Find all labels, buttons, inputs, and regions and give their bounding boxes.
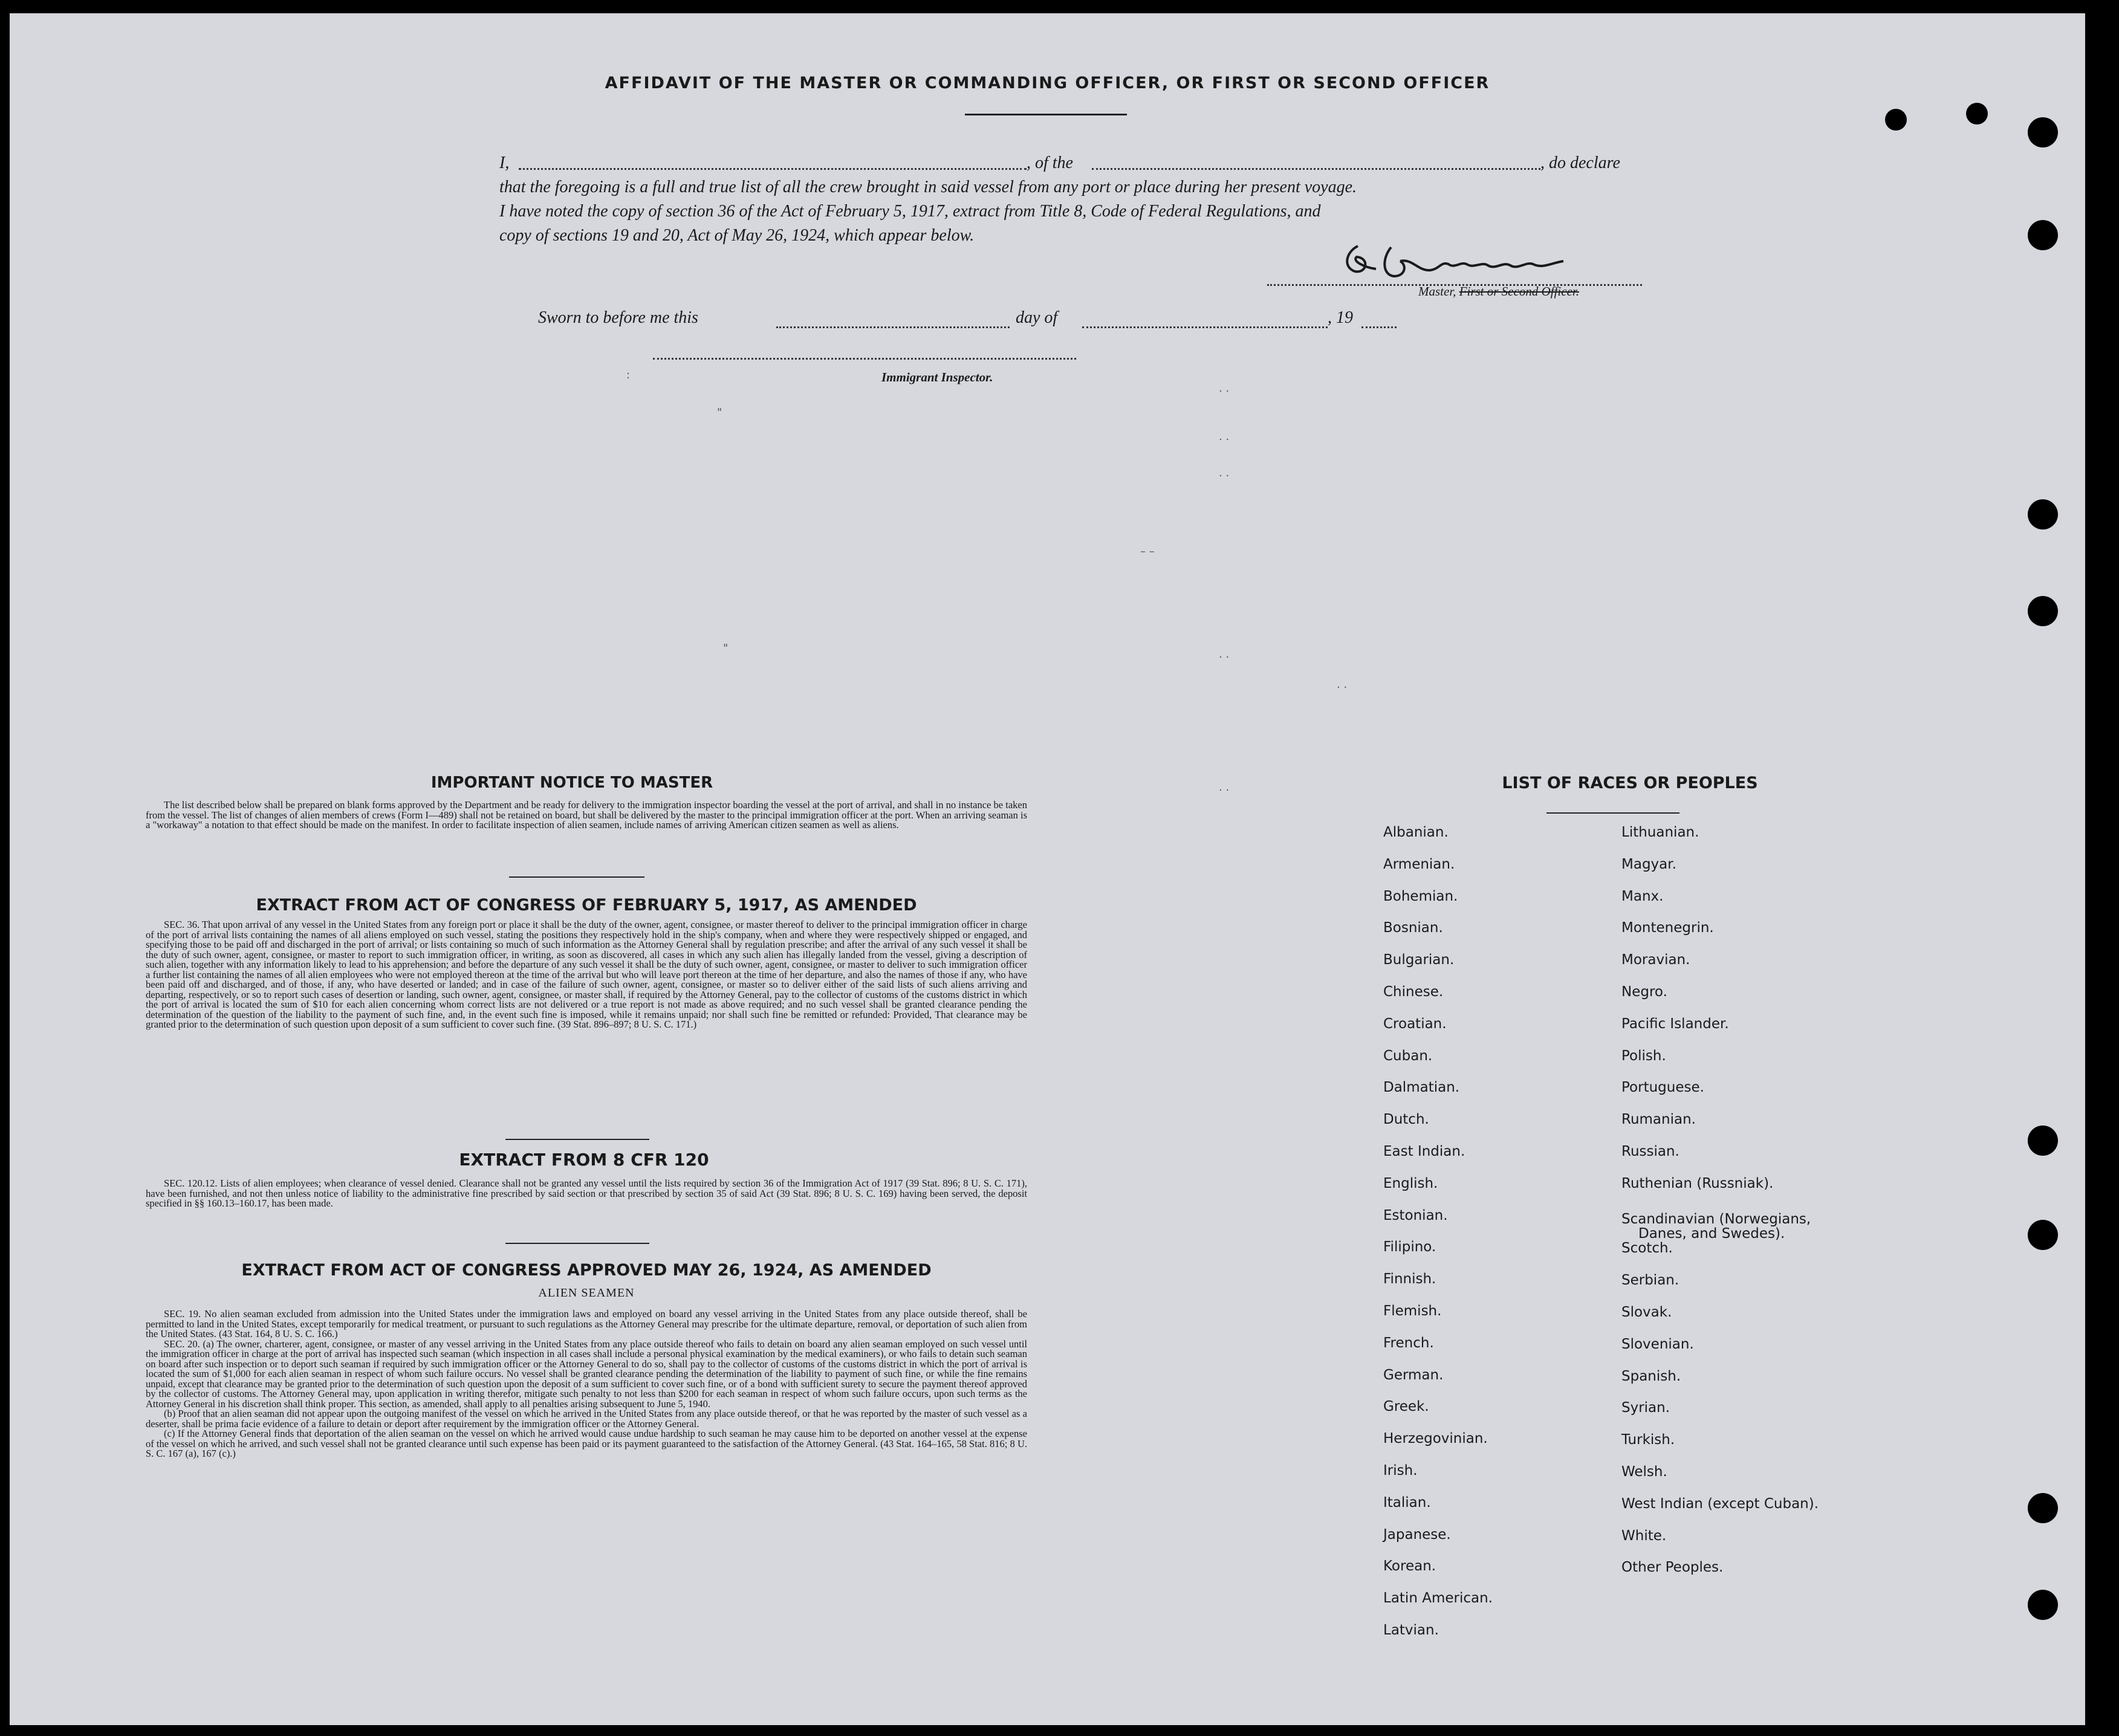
- inspector-caption: Immigrant Inspector.: [881, 370, 993, 384]
- extract-1924-title: EXTRACT FROM ACT OF CONGRESS APPROVED MAY 26, 1924, AS AMENDED: [241, 1261, 932, 1280]
- race-item: Cuban.: [1383, 1048, 1433, 1064]
- race-item: East Indian.: [1383, 1144, 1465, 1159]
- race-item: Russian.: [1621, 1144, 1679, 1159]
- alien-seamen-subtitle: ALIEN SEAMEN: [538, 1286, 635, 1300]
- punch-hole: [2028, 499, 2058, 530]
- race-item: Irish.: [1383, 1463, 1418, 1479]
- month-blank[interactable]: [1082, 326, 1328, 328]
- decl-line-3: I have noted the copy of section 36 of the Act of February 5, 1917, extract from Title 8, Code of Federal Regulations, and: [499, 202, 1321, 221]
- race-item: Turkish.: [1621, 1432, 1675, 1448]
- notice-divider: [509, 876, 644, 878]
- race-item: Herzegovinian.: [1383, 1431, 1488, 1447]
- race-item: English.: [1383, 1175, 1438, 1191]
- title-underline: [965, 114, 1127, 115]
- sec-20c-text: (c) If the Attorney General finds that deportation of the alien seaman on the vessel on which he arrived would cause undue hardship to such seaman he may cause him to be deported on another vessel at the expense of the vessel on which he arrived, and such vessel shall not be granted clearance until such expense has been paid or its payment guaranteed to the satisfaction of the Attorney General. (43 Stat. 164–165, 58 Stat. 816; 8 U. S. C. 167 (a), 167 (c).): [146, 1428, 1027, 1459]
- day-of-text: day of: [1016, 308, 1058, 327]
- decl-of-the: , of the: [1027, 154, 1073, 172]
- caption-master: Master,: [1418, 284, 1456, 299]
- day-blank[interactable]: [776, 326, 1010, 328]
- inspector-line[interactable]: [653, 358, 1076, 360]
- race-item: Montenegrin.: [1621, 920, 1714, 936]
- sec-20b-text: (b) Proof that an alien seaman did not appear upon the outgoing manifest of the vessel on which he arrived in the United States from any place outside thereof, or that he was reported by the master of such vessel as a deserter, shall be prima facie evidence of a failure to detain or deport after requirement by the immigration officer or the Attorney General.: [146, 1408, 1027, 1430]
- race-item: Italian.: [1383, 1494, 1431, 1511]
- vessel-blank[interactable]: [1092, 168, 1540, 170]
- sec-19-text: SEC. 19. No alien seaman excluded from admission into the United States under the immigration laws and employed on board any vessel arriving in the United States from any place outside thereof, shall be permitted to land in the United States, except temporarily for medical treatment, or pursuant to such regulations as the Attorney General may prescribe for the ultimate departure, removal, or deportation of such alien from the United States. (43 Stat. 164, 8 U. S. C. 166.): [146, 1308, 1027, 1339]
- extract-1917-title: EXTRACT FROM ACT OF CONGRESS OF FEBRUARY 5, 1917, AS AMENDED: [256, 896, 917, 915]
- sworn-line: [538, 308, 1397, 332]
- decl-do-declare: , do declare: [1540, 154, 1620, 172]
- race-item: Negro.: [1621, 984, 1667, 1000]
- punch-hole: [2028, 220, 2058, 250]
- race-item: Slovenian.: [1621, 1336, 1694, 1352]
- race-item: Latvian.: [1383, 1622, 1439, 1638]
- race-item: Korean.: [1383, 1558, 1436, 1575]
- race-item: Albanian.: [1383, 824, 1449, 840]
- extract-cfr-title: EXTRACT FROM 8 CFR 120: [459, 1150, 709, 1170]
- punch-hole: [1966, 103, 1988, 125]
- races-title-underline: [1546, 812, 1679, 814]
- race-item: West Indian (except Cuban).: [1621, 1495, 1819, 1512]
- decl-i: I,: [499, 154, 510, 172]
- race-item: Chinese.: [1383, 984, 1444, 1000]
- punch-hole: [2028, 1590, 2058, 1620]
- notice-text: The list described below shall be prepared on blank forms approved by the Department and be ready for delivery to the immigration inspector boarding the vessel at the port of arrival, and shall in no instance be taken from the vessel. The list of changes of alien members of crews (Form I—489) shall not be retained on board, but shall be delivered by the master to the principal immigration officer at the port. When an arriving seaman is a "workaway" a notation to that effect should be made on the manifest. In order to facilitate inspection of alien seamen, include names of arriving American citizen seamen as well as aliens.: [146, 799, 1027, 831]
- race-item: Estonian.: [1383, 1207, 1448, 1223]
- punch-hole: [2028, 1125, 2058, 1156]
- race-item: Dutch.: [1383, 1112, 1429, 1128]
- race-item: Armenian.: [1383, 856, 1455, 872]
- race-item: Scandinavian (Norwegians,: [1621, 1211, 1811, 1227]
- race-item: Bulgarian.: [1383, 952, 1455, 968]
- punch-hole: [2028, 117, 2058, 147]
- affidavit-title: AFFIDAVIT OF THE MASTER OR COMMANDING OFFICER, OR FIRST OR SECOND OFFICER: [605, 74, 1490, 92]
- punch-hole: [2028, 1493, 2058, 1523]
- race-item: Portuguese.: [1621, 1080, 1704, 1096]
- race-item: Lithuanian.: [1621, 824, 1699, 840]
- race-item: French.: [1383, 1335, 1434, 1351]
- race-item: Polish.: [1621, 1048, 1666, 1064]
- extract-1924-body: [146, 1309, 1027, 1459]
- race-item: Scotch.: [1621, 1240, 1673, 1257]
- year-blank[interactable]: [1361, 326, 1397, 328]
- race-item: Magyar.: [1621, 856, 1676, 872]
- declaration-text: [499, 151, 1660, 248]
- notice-title: IMPORTANT NOTICE TO MASTER: [430, 774, 713, 792]
- race-item: Slovak.: [1621, 1304, 1672, 1320]
- master-signature: [1334, 234, 1588, 288]
- races-title: LIST OF RACES OR PEOPLES: [1502, 774, 1758, 792]
- race-item: Dalmatian.: [1383, 1080, 1460, 1096]
- race-item: Flemish.: [1383, 1303, 1442, 1319]
- punch-hole: [1885, 109, 1907, 131]
- race-item: Bosnian.: [1383, 920, 1443, 936]
- punch-hole: [2028, 596, 2058, 626]
- race-item: Spanish.: [1621, 1368, 1681, 1384]
- decl-line-4: copy of sections 19 and 20, Act of May 26, 1924, which appear below.: [499, 226, 975, 245]
- race-item-cont: Danes, and Swedes).: [1638, 1225, 1785, 1242]
- name-blank[interactable]: [519, 168, 1027, 170]
- race-item: Welsh.: [1621, 1464, 1667, 1480]
- race-item: Manx.: [1621, 888, 1664, 904]
- extract-cfr-text: SEC. 120.12. Lists of alien employees; when clearance of vessel denied. Clearance shall not be granted any vessel until the lists required by section 36 of the Immigration Act of 1917 (39 Stat. 896; 8 U. S. C. 171), have been furnished, and not then unless notice of liability to the administrative fine prescribed by said section or that prescribed by section 35 of said Act (39 Stat. 896; 8 U. S. C. 169) having been served, the deposit specified in §§ 160.13–160.17, has been made.: [146, 1177, 1027, 1209]
- year-prefix: , 19: [1328, 308, 1353, 327]
- race-item: Latin American.: [1383, 1590, 1493, 1607]
- sworn-text: Sworn to before me this: [538, 308, 698, 327]
- signature-caption: [1418, 284, 1579, 299]
- race-item: Japanese.: [1383, 1526, 1451, 1543]
- race-item: Moravian.: [1621, 952, 1690, 968]
- race-item: Bohemian.: [1383, 888, 1458, 904]
- extract-cfr-divider: [505, 1243, 649, 1244]
- race-item: Greek.: [1383, 1399, 1429, 1415]
- race-item: Syrian.: [1621, 1400, 1670, 1416]
- race-item: Croatian.: [1383, 1015, 1447, 1032]
- punch-hole: [2028, 1220, 2058, 1250]
- race-item: Serbian.: [1621, 1272, 1679, 1289]
- race-item: Rumanian.: [1621, 1112, 1696, 1128]
- race-item: Other Peoples.: [1621, 1559, 1724, 1576]
- sec-20a-text: SEC. 20. (a) The owner, charterer, agent, consignee, or master of any vessel arriving in the United States from any place outside thereof who fails to detain on board any alien seaman employed on such vessel until the immigration officer in charge at the port of arrival has inspected such seaman (which inspection in all cases shall include a personal physical examination by the medical examiners), or who fails to detain such seaman on board after such inspection or to deport such seaman if required by such immigration officer or the Attorney General to do so, shall pay to the collector of customs of the customs district in which the port of arrival is located the sum of $1,000 for each alien seaman in respect of whom such failure occurs. No vessel shall be granted clearance pending the determination of the liability to payment of such fine, or while the fine remains unpaid, except that clearance may be granted prior to the determination of such question upon the deposit of a sum sufficient to cover such fine, or of a bond with sufficient surety to secure the payment thereof approved by the collector of customs. The Attorney General may, upon application in writing therefor, mitigate such penalty to not less than $200 for each seaman in respect of whom such failure occurs, upon such terms as the Attorney General in his discretion shall think proper. This section, as amended, shall apply to all penalties arising subsequent to June 5, 1940.: [146, 1338, 1027, 1410]
- decl-line-2: that the foregoing is a full and true list of all the crew brought in said vessel from any port or place during her present voyage.: [499, 178, 1357, 196]
- race-item: White.: [1621, 1527, 1667, 1544]
- form-sheet: AFFIDAVIT OF THE MASTER OR COMMANDING OFFICER, OR FIRST OR SECOND OFFICER I, , of the , do declare that the foregoing is a full and true list of all the crew brought in said vessel from any port or place during her present voyage. I have noted the copy of section 36 of the Act of February 5, 1917, extract from Title 8, Code of Federal Regulations, and copy of sections 19 and 20, Act of May 26, 1924, which appear below. Master, First or Second Officer. Sworn to before me this day of , 19 Immigrant Inspector. : " . . . . . . – – " . . . . . . IMPORTANT NOTICE TO MASTER The list described below shall be prepared on blank forms approved by the Department and be ready for delivery to the immigration inspector boarding the vessel at the port of arrival, and shall in no instance be taken from the vessel. The list of changes of alien members of crews (Form I—489) shall not be retained on board, but shall be delivered by the master to the principal immigration officer at the port. When an arriving seaman is a "workaway" a notation to that effect should be made on the manifest. In order to facilitate inspection of alien seamen, include names of arriving American citizen seamen as well as aliens. EXTRACT FROM ACT OF CONGRESS OF FEBRUARY 5, 1917, AS AMENDED SEC. 36. That upon arrival of any vessel in the United States from any foreign port or place it shall be the duty of the owner, agent, consignee, or master thereof to deliver to the principal immigration officer in charge of the port of arrival lists containing the names of all aliens employed on such vessel, stating the positions they respectively hold in the ship's company, when and where they were respectively shipped or engaged, and specifying those to be paid off and discharged in the port of arrival; or lists containing so much of such information as the Attorney General shall by regulation prescribe; and after the arrival of any such vessel it shall be the duty of such owner, agent, consignee, or master to report to such immigration officer, in writing, as soon as discovered, all cases in which any such alien has illegally landed from the vessel, giving a description of such alien, together with any information likely to lead to his apprehension; and before the departure of any such vessel it shall be the duty of such owner, agent, consignee, or master to deliver to such immigration officer a further list containing the names of all alien employees who were not employed thereon at the time of the arrival but who will leave port thereon at the time of her departure, and also the names of those if any, who have been paid off and discharged, and of those, if any, who have deserted or landed; and in case of the failure of such owner, agent, consignee, or master so to deliver either of the said lists of such aliens arriving and departing, respectively, or so to report such cases of desertion or landing, such owner, agent, consignee, or master shall, if required by the Attorney General, pay to the collector of customs of the customs district in which the port of arrival is located the sum of $10 for each alien concerning whom correct lists are not delivered or a true report is not made as above required; and no such vessel shall be granted clearance pending the determination of the question of the liability to the payment of such fine, and, in the event such fine is imposed, while it remains unpaid; nor shall such fine be remitted or refunded: Provided, That clearance may be granted prior to the determination of such question upon deposit of a sum sufficient to cover such fine. (39 Stat. 896–897; 8 U. S. C. 171.) EXTRACT FROM 8 CFR 120 SEC. 120.12. Lists of alien employees; when clearance of vessel denied. Clearance shall not be granted any vessel until the lists required by section 36 of the Immigration Act of 1917 (39 Stat. 896; 8 U. S. C. 171), have been furnished, and not then unless notice of liability to the administrative fine prescribed by said section or that prescribed by section 35 of said Act (39 Stat. 896; 8 U. S. C. 169) having been served, the deposit specified in §§ 160.13–160.17, has been made. EXTRACT FROM ACT OF CONGRESS APPROVED MAY 26, 1924, AS AMENDED ALIEN SEAMEN SEC. 19. No alien seaman excluded from admission into the United States under the immigration laws and employed on board any vessel arriving in the United States from any place outside thereof, shall be permitted to land in the United States, except temporarily for medical treatment, or pursuant to such regulations as the Attorney General may prescribe for the ultimate departure, removal, or deportation of such alien from the United States. (43 Stat. 164, 8 U. S. C. 166.) SEC. 20. (a) The owner, charterer, agent, consignee, or master of any vessel arriving in the United States from any place outside thereof who fails to detain on board any alien seaman employed on such vessel until the immigration officer in charge at the port of arrival has inspected such seaman (which inspection in all cases shall include a personal physical examination by the medical examiners), or who fails to detain such seaman on board after such inspection or to deport such seaman if required by such immigration officer or the Attorney General to do so, shall pay to the collector of customs of the customs district in which the port of arrival is located the sum of $1,000 for each alien seaman in respect of whom such failure occurs. No vessel shall be granted clearance pending the determination of the liability to payment of such fine, or while the fine remains unpaid, except that clearance may be granted prior to the determination of such question upon the deposit of a sum sufficient to cover such fine, or of a bond with sufficient surety to secure the payment thereof approved by the collector of customs. The Attorney General may, upon application in writing therefor, mitigate such penalty to not less than $200 for each seaman in respect of whom such failure occurs, upon such terms as the Attorney General in his discretion shall think proper. This section, as amended, shall apply to all penalties arising subsequent to June 5, 1940. (b) Proof that an alien seaman did not appear upon the outgoing manifest of the vessel on which he arrived in the United States from any place outside thereof, or that he was reported by the master of such vessel as a deserter, shall be prima facie evidence of a failure to detain or deport after requirement by the immigration officer or the Attorney General. (c) If the Attorney General finds that deportation of the alien seaman on the vessel on which he arrived would cause undue hardship to such seaman he may cause him to be deported on another vessel at the expense of the vessel on which he arrived, and such vessel shall not be granted clearance until such expense has been paid or its payment guaranteed to the satisfaction of the Attorney General. (43 Stat. 164–165, 58 Stat. 816; 8 U. S. C. 167 (a), 167 (c).) LIST OF RACES OR PEOPLES Albanian. Armenian. Bohemian. Bosnian. Bulgarian. Chinese. Croatian. Cuban. Dalmatian. Dutch. East Indian. English. Estonian. Filipino. Finnish. Flemish. French. German. Greek. Herzegovinian. Irish. Italian. Japanese. Korean. Latin American. Latvian. Lithuanian. Magyar. Manx. Montenegrin. Moravian. Negro. Pacific Islander. Polish. Portuguese. Rumanian. Russian. Ruthenian (Russniak). Scandinavian (Norwegians, Danes, and Swedes). Scotch. Serbian. Slovak. Slovenian. Spanish. Syrian. Turkish. Welsh. West Indian (except Cuban). White. Other Peoples.: [10, 13, 2085, 1725]
- race-item: German.: [1383, 1367, 1444, 1383]
- extract-1917-divider: [505, 1139, 649, 1140]
- caption-officer-struck: First or Second Officer.: [1459, 284, 1579, 299]
- race-item: Ruthenian (Russniak).: [1621, 1175, 1774, 1191]
- race-item: Pacific Islander.: [1621, 1015, 1729, 1032]
- extract-1917-text: SEC. 36. That upon arrival of any vessel in the United States from any foreign port or place it shall be the duty of the owner, agent, consignee, or master thereof to deliver to the principal immigration officer in charge of the port of arrival lists containing the names of all aliens employed on such vessel, stating the positions they respectively hold in the ship's company, when and where they were respectively shipped or engaged, and specifying those to be paid off and discharged in the port of arrival; or lists containing so much of such information as the Attorney General shall by regulation prescribe; and after the arrival of any such vessel it shall be the duty of such owner, agent, consignee, or master to report to such immigration officer, in writing, as soon as discovered, all cases in which any such alien has illegally landed from the vessel, giving a description of such alien, together with any information likely to lead to his apprehension; and before the departure of any such vessel it shall be the duty of such owner, agent, consignee, or master to deliver to such immigration officer a further list containing the names of all alien employees who were not employed thereon at the time of the arrival but who will leave port thereon at the time of her departure, and also the names of those if any, who have been paid off and discharged, and of those, if any, who have deserted or landed; and in case of the failure of such owner, agent, consignee, or master so to deliver either of the said lists of such aliens arriving and departing, respectively, or so to report such cases of desertion or landing, such owner, agent, consignee, or master shall, if required by the Attorney General, pay to the collector of customs of the customs district in which the port of arrival is located the sum of $10 for each alien concerning whom correct lists are not delivered or a true report is not made as above required; and no such vessel shall be granted clearance pending the determination of the question of the liability to the payment of such fine, and, in the event such fine is imposed, while it remains unpaid; nor shall such fine be remitted or refunded: Provided, That clearance may be granted prior to the determination of such question upon deposit of a sum sufficient to cover such fine. (39 Stat. 896–897; 8 U. S. C. 171.): [146, 919, 1027, 1030]
- race-item: Filipino.: [1383, 1239, 1436, 1255]
- race-item: Finnish.: [1383, 1271, 1436, 1287]
